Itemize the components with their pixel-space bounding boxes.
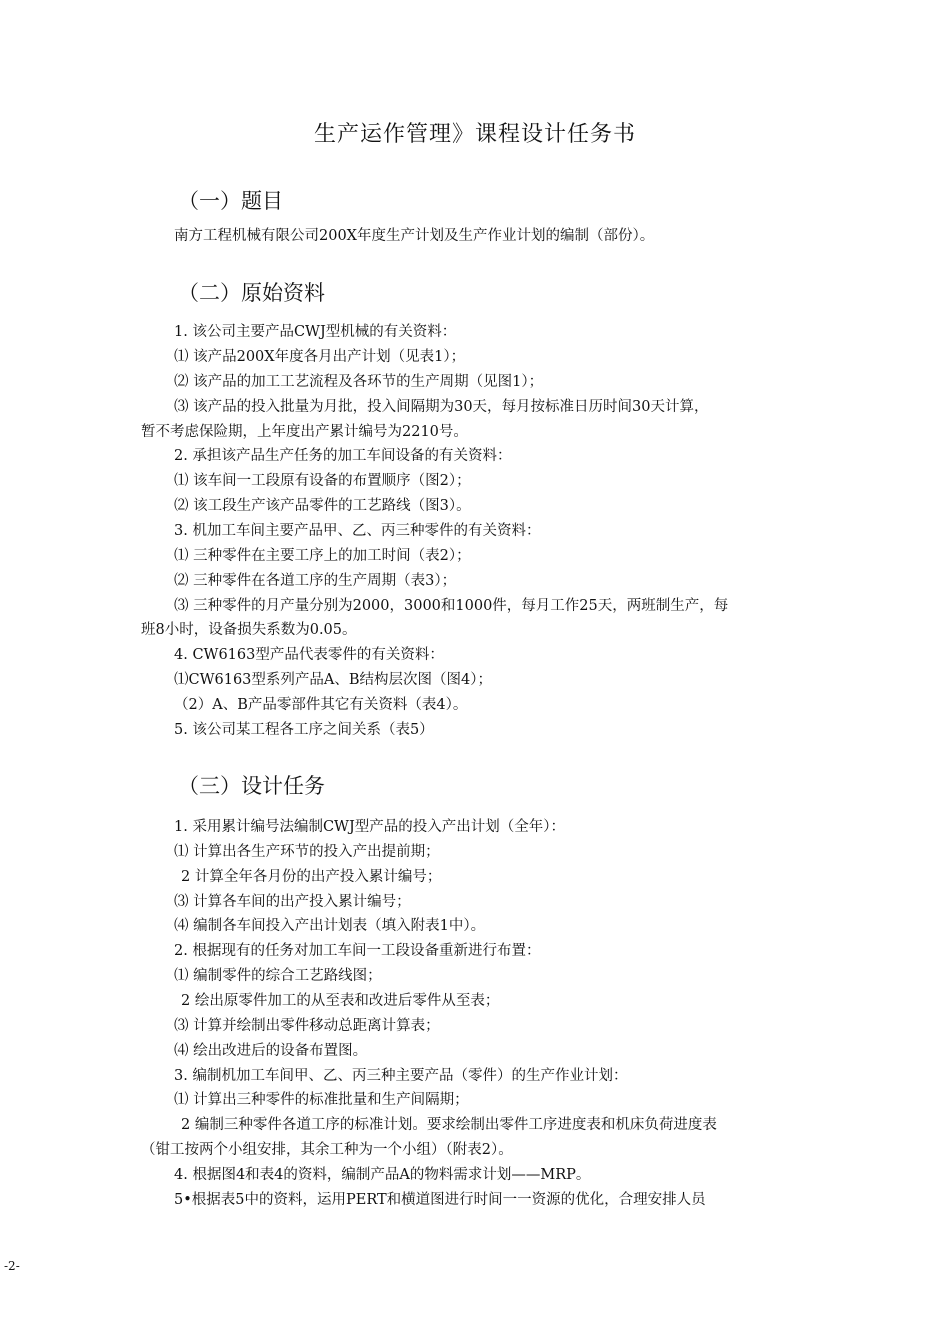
materials-line: ⑵ 该工段生产该产品零件的工艺路线（图3）。 (174, 498, 471, 514)
materials-line: 班8小时，设备损失系数为0.05。 (141, 622, 357, 638)
section-heading-materials: （二）原始资料 (178, 281, 325, 305)
document-title: 生产运作管理》课程设计任务书 (313, 122, 636, 147)
materials-line: 2. 承担该产品生产任务的加工车间设备的有关资料： (174, 448, 512, 464)
topic-text: 南方工程机械有限公司200X年度生产计划及生产作业计划的编制（部份）。 (174, 228, 655, 244)
tasks-line: （钳工按两个小组安排，其余工种为一个小组）（附表2）。 (141, 1142, 513, 1158)
tasks-line: 1. 采用累计编号法编制CWJ型产品的投入产出计划（全年）： (174, 819, 566, 835)
section-heading-tasks: （三）设计任务 (178, 774, 325, 798)
tasks-line: ⑴ 计算出各生产环节的投入产出提前期； (174, 844, 440, 860)
materials-line: ⑶ 该产品的投入批量为月批，投入间隔期为30天，每月按标准日历时间30天计算， (174, 399, 709, 415)
materials-line: 1. 该公司主要产品CWJ型机械的有关资料： (174, 324, 457, 340)
materials-line: 4. CW6163型产品代表零件的有关资料： (174, 647, 444, 663)
tasks-line: 2 计算全年各月份的出产投入累计编号； (181, 869, 442, 885)
materials-line: 5. 该公司某工程各工序之间关系（表5） (174, 722, 434, 738)
page-number: -2- (4, 1259, 20, 1273)
tasks-line: 2 绘出原零件加工的从至表和改进后零件从至表； (181, 993, 500, 1009)
tasks-line: 2 编制三种零件各道工序的标准计划。要求绘制出零件工序进度表和机床负荷进度表 (181, 1117, 717, 1133)
tasks-line: 4. 根据图4和表4的资料，编制产品A的物料需求计划——MRP。 (174, 1167, 591, 1183)
materials-line: 暂不考虑保险期，上年度出产累计编号为2210号。 (141, 424, 468, 440)
materials-line: ⑶ 三种零件的月产量分别为2000，3000和1000件，每月工作25天，两班制生产，每 (174, 598, 729, 614)
materials-line: ⑴ 三种零件在主要工序上的加工时间（表2）； (174, 548, 471, 564)
tasks-line: ⑴ 计算出三种零件的标准批量和生产间隔期； (174, 1092, 469, 1108)
materials-line: （2）A、B产品零部件其它有关资料（表4）。 (174, 697, 468, 713)
materials-line: ⑵ 该产品的加工工艺流程及各环节的生产周期（见图1）； (174, 374, 544, 390)
section-heading-topic: （一）题目 (178, 189, 283, 213)
materials-line: 3. 机加工车间主要产品甲、乙、丙三种零件的有关资料： (174, 523, 541, 539)
materials-line: ⑴CW6163型系列产品A、B结构层次图（图4）； (174, 672, 493, 688)
materials-line: ⑴ 该产品200X年度各月出产计划（见表1）； (174, 349, 466, 365)
tasks-line: 3. 编制机加工车间甲、乙、丙三种主要产品（零件）的生产作业计划： (174, 1068, 628, 1084)
tasks-line: 5•根据表5中的资料，运用PERT和横道图进行时间一一资源的优化，合理安排人员 (174, 1192, 706, 1208)
tasks-line: ⑷ 编制各车间投入产出计划表（填入附表1中）。 (174, 918, 486, 934)
tasks-line: 2. 根据现有的任务对加工车间一工段设备重新进行布置： (174, 943, 541, 959)
materials-line: ⑴ 该车间一工段原有设备的布置顺序（图2）； (174, 473, 471, 489)
tasks-line: ⑷ 绘出改进后的设备布置图。 (174, 1043, 368, 1059)
tasks-line: ⑴ 编制零件的综合工艺路线图； (174, 968, 382, 984)
materials-line: ⑵ 三种零件在各道工序的生产周期（表3）； (174, 573, 457, 589)
tasks-line: ⑶ 计算各车间的出产投入累计编号； (174, 894, 411, 910)
tasks-line: ⑶ 计算并绘制出零件移动总距离计算表； (174, 1018, 440, 1034)
